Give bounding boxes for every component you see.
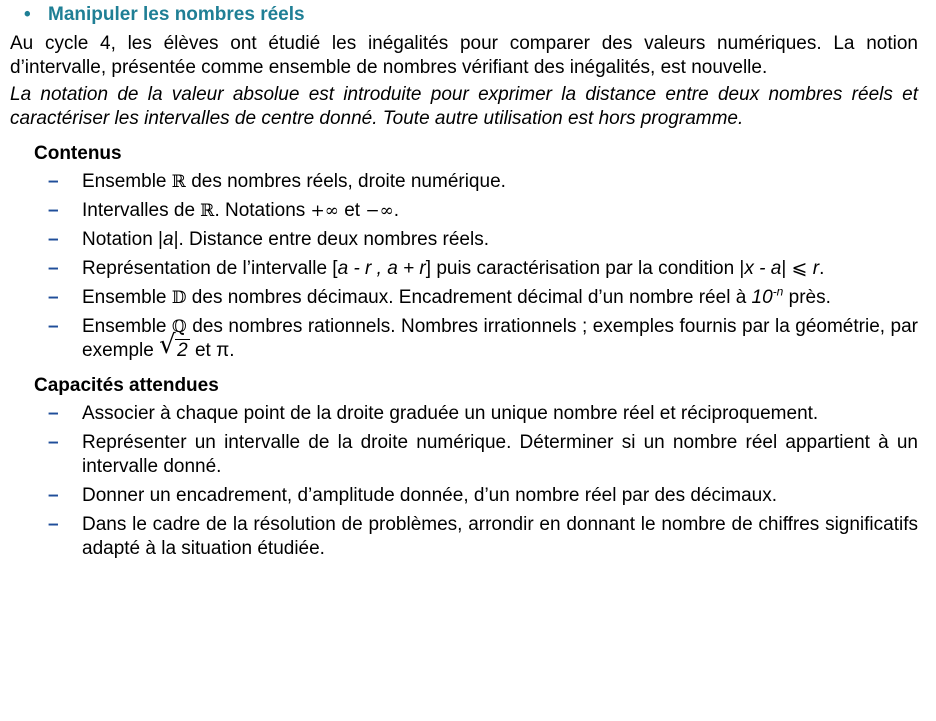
- item-text: Ensemble: [82, 171, 172, 192]
- list-item: [10, 199, 918, 223]
- dash-marker: –: [48, 403, 59, 424]
- item-text: Ensemble: [82, 287, 172, 308]
- item-text: |. Distance entre deux nombres réels.: [173, 229, 489, 250]
- power-exponent: -n: [772, 284, 784, 299]
- item-text: . Notations: [214, 200, 311, 221]
- plus-infinity: +∞: [310, 201, 339, 221]
- item-text: | ⩽: [781, 258, 813, 279]
- power-base: 10: [751, 287, 773, 308]
- dash-marker: –: [48, 200, 59, 221]
- radicand: 2: [177, 340, 188, 361]
- item-text: ] puis caractérisation par la condition |: [425, 258, 745, 279]
- dash-marker: –: [48, 229, 59, 250]
- list-item: [10, 228, 918, 252]
- dash-marker: –: [48, 432, 59, 453]
- item-text: et π.: [189, 340, 235, 361]
- square-root: [159, 330, 190, 363]
- capacites-heading: Capacités attendues: [34, 375, 219, 396]
- reals-symbol: ℝ: [171, 172, 186, 192]
- item-text: près.: [783, 287, 831, 308]
- reals-symbol: ℝ: [200, 201, 215, 221]
- document-page: [10, 0, 918, 566]
- item-text: Associer à chaque point de la droite graduée un unique nombre réel et réciproquement.: [82, 403, 819, 424]
- item-text: .: [393, 200, 400, 221]
- item-text: des nombres rationnels. Nombres irrationnels ; exemples fournis par la géométrie, par exemple: [82, 316, 918, 361]
- list-item: [10, 402, 918, 426]
- item-text: Notation |: [82, 229, 163, 250]
- list-item: [10, 170, 918, 194]
- item-text: Donner un encadrement, d’amplitude donnée, d’un nombre réel par des décimaux.: [82, 485, 777, 506]
- item-text: Représenter un intervalle de la droite numérique. Déterminer si un nombre réel appartient à un intervalle donné.: [82, 432, 918, 477]
- list-item: [10, 431, 918, 479]
- intro-paragraph: Au cycle 4, les élèves ont étudié les inégalités pour comparer des valeurs numériques. La notion d’intervalle, présentée comme ensemble de nombres vérifiant des inégalités, est nouvelle.: [10, 33, 918, 78]
- radical-sign: √: [159, 330, 176, 360]
- list-item: [10, 257, 918, 281]
- item-text: Ensemble: [82, 316, 172, 337]
- section-title: Manipuler les nombres réels: [48, 4, 305, 25]
- item-text: des nombres décimaux. Encadrement décimal d’un nombre réel à: [186, 287, 752, 308]
- math-expression: a - r , a + r: [337, 258, 426, 279]
- item-text: .: [819, 258, 825, 279]
- rationals-symbol: ℚ: [171, 317, 187, 337]
- contenus-list: [10, 170, 918, 363]
- note-paragraph: La notation de la valeur absolue est introduite pour exprimer la distance entre deux nombres réels et caractériser les intervalles de centre donné. Toute autre utilisation est hors programme.: [10, 84, 918, 129]
- math-variable: r: [812, 258, 820, 279]
- decimals-symbol: 𝔻: [171, 288, 187, 308]
- dash-marker: –: [48, 485, 59, 506]
- dash-marker: –: [48, 258, 59, 279]
- item-text: et: [338, 200, 366, 221]
- item-text: Intervalles de: [82, 200, 201, 221]
- dash-marker: –: [48, 287, 59, 308]
- item-text: des nombres réels, droite numérique.: [185, 171, 506, 192]
- math-expression: x - a: [744, 258, 782, 279]
- list-item: [10, 513, 918, 561]
- dash-marker: –: [48, 514, 59, 535]
- minus-infinity: −∞: [365, 201, 394, 221]
- item-text: Dans le cadre de la résolution de problèmes, arrondir en donnant le nombre de chiffres significatifs adapté à la situation étudiée.: [82, 514, 918, 559]
- dash-marker: –: [48, 316, 59, 337]
- capacites-list: [10, 402, 918, 561]
- list-item: [10, 484, 918, 508]
- dash-marker: –: [48, 171, 59, 192]
- list-item: [10, 286, 918, 310]
- section-bullet: •: [24, 4, 31, 25]
- section-heading: [10, 0, 918, 30]
- list-item: [10, 315, 918, 363]
- math-variable: a: [162, 229, 174, 250]
- item-text: Représentation de l’intervalle [: [82, 258, 338, 279]
- contenus-heading: Contenus: [34, 143, 122, 164]
